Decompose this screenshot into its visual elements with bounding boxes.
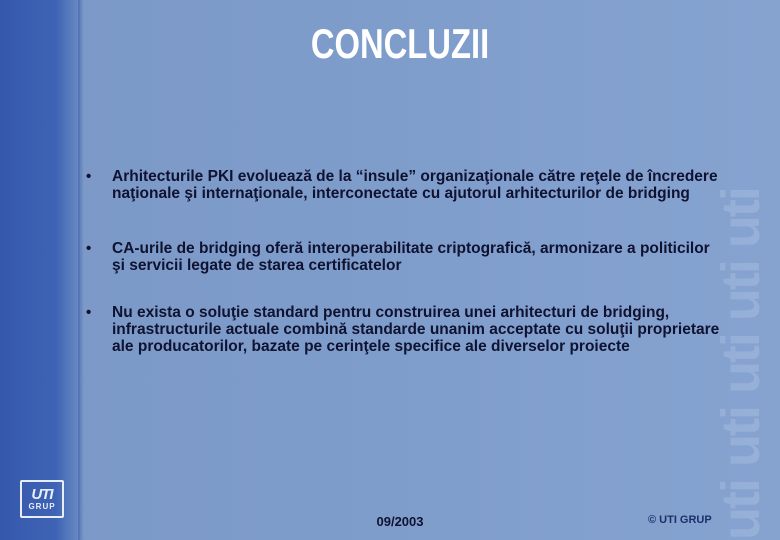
footer-copyright-brand: © UTI GRUP	[648, 514, 712, 526]
bullet-text: CA-urile de bridging oferă interoperabilitate criptografică, armonizare a politicilor şi servicii legate de starea certificatelor	[112, 240, 710, 274]
bullet-item	[86, 304, 726, 355]
footer-date: 09/2003	[376, 514, 424, 529]
bullet-item	[86, 240, 726, 274]
left-accent-band	[0, 0, 80, 540]
logo-main-text: UTI	[31, 486, 53, 503]
slide-title: CONCLUZII	[310, 20, 490, 67]
bullet-text: Nu exista o soluţie standard pentru construirea unei arhitecturi de bridging, infrastructurile actuale combină standarde unanim acceptate cu soluţii proprietare ale producatorilor, bazate pe cerinţele specifice ale diverselor proiecte	[112, 304, 720, 355]
bullet-list	[86, 168, 726, 355]
logo-sub-text: GRUP	[28, 502, 56, 511]
bullet-item	[86, 168, 726, 202]
bullet-text: Arhitecturile PKI evoluează de la “insule” organizaţionale către reţele de încredere naţionale şi internaţionale, interconectate cu ajutorul arhitecturilor de bridging	[112, 168, 718, 202]
bullet-marker-icon: •	[86, 168, 92, 185]
uti-grup-logo	[20, 480, 64, 518]
watermark-text: uti uti uti uti uti	[711, 188, 771, 540]
bullet-marker-icon: •	[86, 240, 92, 257]
bullet-marker-icon: •	[86, 304, 92, 321]
